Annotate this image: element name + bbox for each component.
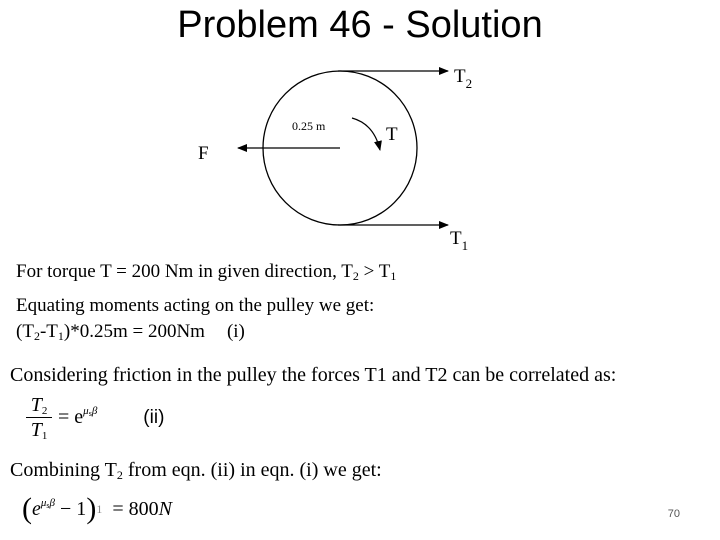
label-t2: $T_2$: [454, 66, 473, 91]
label-t1: $T_1$: [450, 228, 469, 253]
formula-ii-fraction: $\frac{T_2}{T_1}$: [26, 394, 52, 441]
label-force: F: [198, 143, 209, 164]
friction-statement: Considering friction in the pulley the forces T1 and T2 can be correlated as:: [10, 364, 617, 386]
slide-title: Problem 46 - Solution: [177, 4, 543, 46]
formula-final: ( $e^{\mu_s\beta} - 1$ ) 1 = 800N: [22, 492, 172, 525]
page-number: 70: [667, 508, 680, 520]
formula-ii: $\frac{T_2}{T_1}$ = $e^{\mu_s\beta}$ (ii): [26, 394, 164, 441]
torque-statement: For torque T = 200 Nm in given direction, $T_2 > T_1$: [16, 261, 397, 283]
label-torque: T: [386, 124, 398, 145]
moment-statement: Equating moments acting on the pulley we get:: [16, 295, 375, 316]
combining-statement: Combining $T_2$ from eqn. (ii) in eqn. (i) we get:: [10, 459, 382, 482]
radius-label: 0.25 m: [292, 119, 326, 133]
equation-i: $(T_2-T_1)*0.25m = 200Nm$ (i): [16, 321, 245, 343]
torque-arrow: [352, 118, 380, 150]
